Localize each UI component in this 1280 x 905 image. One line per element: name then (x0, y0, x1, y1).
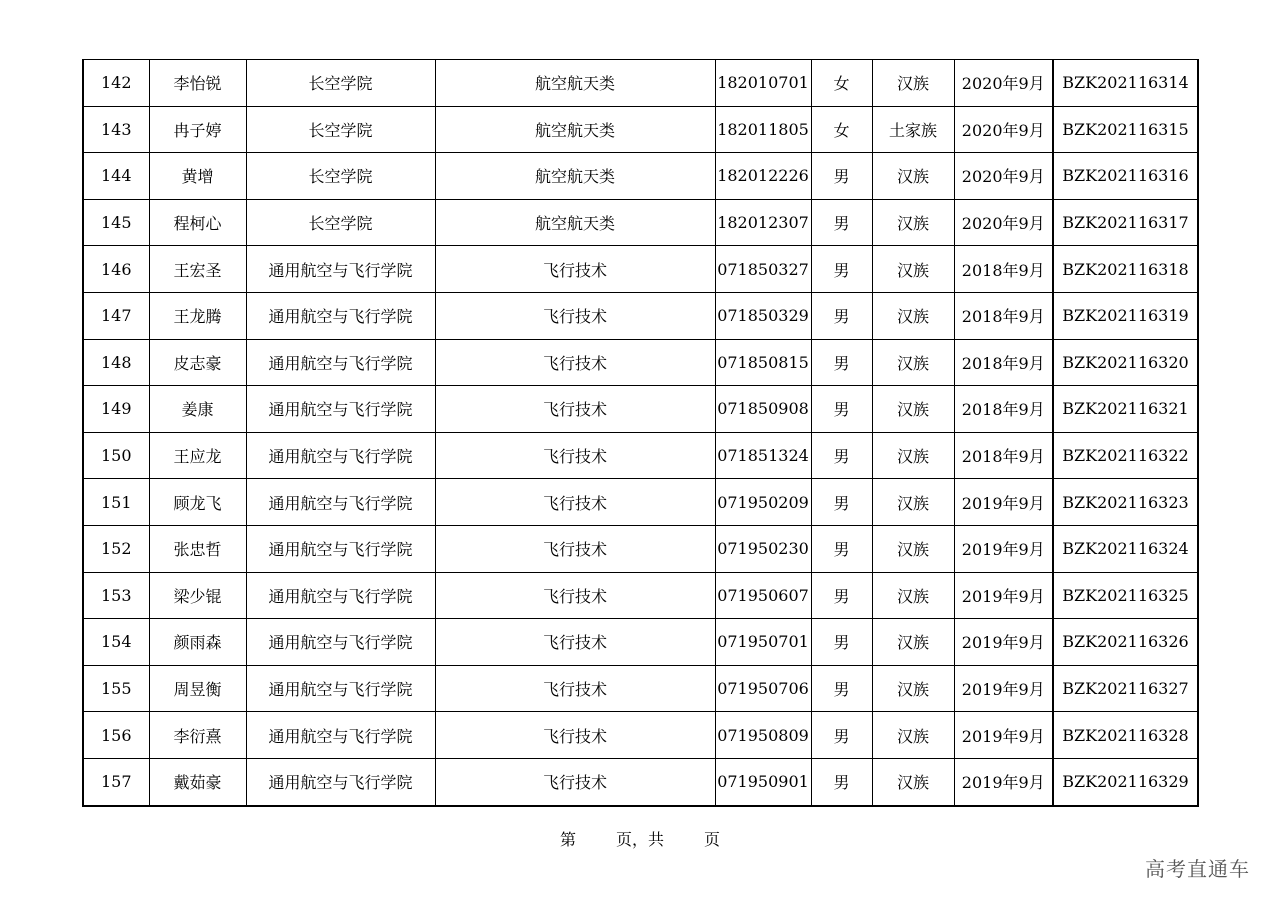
cell-college: 长空学院 (246, 60, 435, 107)
cell-name: 程柯心 (149, 199, 246, 246)
cell-major: 飞行技术 (435, 479, 715, 526)
cell-college: 通用航空与飞行学院 (246, 292, 435, 339)
cell-gender: 男 (811, 432, 872, 479)
cell-student-id: 071850329 (715, 292, 811, 339)
cell-major: 飞行技术 (435, 339, 715, 386)
cell-index: 146 (83, 246, 149, 293)
cell-name: 颜雨森 (149, 619, 246, 666)
cell-enroll-date: 2018年9月 (954, 246, 1053, 293)
roster-table (82, 59, 1199, 807)
cell-enroll-date: 2020年9月 (954, 199, 1053, 246)
cell-ethnicity: 汉族 (872, 619, 954, 666)
cell-name: 王宏圣 (149, 246, 246, 293)
cell-student-id: 071950809 (715, 712, 811, 759)
watermark-logo-text: 高考直通车 (1145, 857, 1250, 881)
cell-index: 147 (83, 292, 149, 339)
cell-index: 145 (83, 199, 149, 246)
cell-index: 144 (83, 153, 149, 200)
table-row (83, 525, 1198, 572)
cell-index: 148 (83, 339, 149, 386)
cell-ethnicity: 汉族 (872, 758, 954, 805)
cell-index: 153 (83, 572, 149, 619)
cell-student-id: 182011805 (715, 106, 811, 153)
table-row (83, 106, 1198, 153)
cell-college: 通用航空与飞行学院 (246, 479, 435, 526)
cell-student-id: 071950706 (715, 665, 811, 712)
cell-student-id: 071850815 (715, 339, 811, 386)
cell-enroll-date: 2019年9月 (954, 572, 1053, 619)
cell-student-id: 071950607 (715, 572, 811, 619)
cell-major: 飞行技术 (435, 432, 715, 479)
cell-ethnicity: 汉族 (872, 153, 954, 200)
cell-cert-number: BZK202116327 (1053, 665, 1198, 712)
cell-major: 航空航天类 (435, 199, 715, 246)
cell-ethnicity: 汉族 (872, 246, 954, 293)
cell-gender: 女 (811, 60, 872, 107)
table-row (83, 246, 1198, 293)
cell-ethnicity: 汉族 (872, 386, 954, 433)
cell-student-id: 071851324 (715, 432, 811, 479)
cell-major: 航空航天类 (435, 153, 715, 200)
table-row (83, 339, 1198, 386)
cell-college: 通用航空与飞行学院 (246, 712, 435, 759)
cell-major: 航空航天类 (435, 60, 715, 107)
cell-index: 156 (83, 712, 149, 759)
cell-cert-number: BZK202116320 (1053, 339, 1198, 386)
cell-cert-number: BZK202116317 (1053, 199, 1198, 246)
cell-cert-number: BZK202116329 (1053, 758, 1198, 805)
cell-cert-number: BZK202116325 (1053, 572, 1198, 619)
cell-ethnicity: 汉族 (872, 339, 954, 386)
cell-college: 长空学院 (246, 106, 435, 153)
table-row (83, 292, 1198, 339)
cell-index: 157 (83, 758, 149, 805)
table-row (83, 479, 1198, 526)
cell-index: 155 (83, 665, 149, 712)
cell-name: 周昱衡 (149, 665, 246, 712)
cell-student-id: 071950901 (715, 758, 811, 805)
cell-major: 航空航天类 (435, 106, 715, 153)
cell-enroll-date: 2020年9月 (954, 153, 1053, 200)
cell-index: 151 (83, 479, 149, 526)
cell-index: 154 (83, 619, 149, 666)
cell-gender: 男 (811, 479, 872, 526)
cell-gender: 男 (811, 665, 872, 712)
roster-sheet (82, 59, 1197, 807)
cell-cert-number: BZK202116315 (1053, 106, 1198, 153)
cell-enroll-date: 2019年9月 (954, 619, 1053, 666)
table-row (83, 572, 1198, 619)
cell-student-id: 071950701 (715, 619, 811, 666)
cell-name: 顾龙飞 (149, 479, 246, 526)
cell-student-id: 071850908 (715, 386, 811, 433)
cell-ethnicity: 汉族 (872, 479, 954, 526)
cell-index: 142 (83, 60, 149, 107)
cell-name: 张忠哲 (149, 525, 246, 572)
cell-cert-number: BZK202116319 (1053, 292, 1198, 339)
cell-student-id: 071950209 (715, 479, 811, 526)
cell-gender: 男 (811, 339, 872, 386)
cell-major: 飞行技术 (435, 758, 715, 805)
cell-student-id: 071850327 (715, 246, 811, 293)
cell-ethnicity: 汉族 (872, 712, 954, 759)
cell-college: 通用航空与飞行学院 (246, 386, 435, 433)
cell-cert-number: BZK202116321 (1053, 386, 1198, 433)
cell-enroll-date: 2020年9月 (954, 106, 1053, 153)
cell-major: 飞行技术 (435, 525, 715, 572)
cell-ethnicity: 土家族 (872, 106, 954, 153)
table-row (83, 758, 1198, 805)
cell-gender: 男 (811, 619, 872, 666)
footer-page-suffix: 页 (704, 830, 721, 849)
cell-college: 通用航空与飞行学院 (246, 432, 435, 479)
cell-enroll-date: 2019年9月 (954, 479, 1053, 526)
cell-name: 皮志豪 (149, 339, 246, 386)
footer-page-prefix: 第 (559, 830, 576, 849)
cell-gender: 男 (811, 153, 872, 200)
cell-gender: 男 (811, 246, 872, 293)
table-row (83, 386, 1198, 433)
cell-major: 飞行技术 (435, 712, 715, 759)
cell-major: 飞行技术 (435, 246, 715, 293)
cell-cert-number: BZK202116326 (1053, 619, 1198, 666)
cell-name: 梁少锟 (149, 572, 246, 619)
cell-gender: 男 (811, 525, 872, 572)
cell-major: 飞行技术 (435, 292, 715, 339)
cell-college: 通用航空与飞行学院 (246, 246, 435, 293)
cell-gender: 男 (811, 292, 872, 339)
table-row (83, 153, 1198, 200)
cell-enroll-date: 2018年9月 (954, 432, 1053, 479)
table-row (83, 432, 1198, 479)
cell-major: 飞行技术 (435, 619, 715, 666)
cell-college: 通用航空与飞行学院 (246, 665, 435, 712)
cell-cert-number: BZK202116323 (1053, 479, 1198, 526)
cell-college: 通用航空与飞行学院 (246, 619, 435, 666)
cell-name: 黄增 (149, 153, 246, 200)
cell-index: 143 (83, 106, 149, 153)
cell-cert-number: BZK202116322 (1053, 432, 1198, 479)
cell-college: 通用航空与飞行学院 (246, 758, 435, 805)
cell-name: 李怡锐 (149, 60, 246, 107)
footer-page-middle: 页，共 (615, 830, 664, 849)
cell-enroll-date: 2018年9月 (954, 339, 1053, 386)
table-row (83, 60, 1198, 107)
cell-gender: 男 (811, 572, 872, 619)
cell-ethnicity: 汉族 (872, 199, 954, 246)
cell-college: 通用航空与飞行学院 (246, 339, 435, 386)
cell-enroll-date: 2018年9月 (954, 292, 1053, 339)
cell-enroll-date: 2019年9月 (954, 525, 1053, 572)
cell-cert-number: BZK202116324 (1053, 525, 1198, 572)
cell-cert-number: BZK202116314 (1053, 60, 1198, 107)
table-row (83, 712, 1198, 759)
cell-cert-number: BZK202116318 (1053, 246, 1198, 293)
cell-enroll-date: 2020年9月 (954, 60, 1053, 107)
cell-major: 飞行技术 (435, 572, 715, 619)
cell-ethnicity: 汉族 (872, 665, 954, 712)
cell-enroll-date: 2019年9月 (954, 665, 1053, 712)
cell-enroll-date: 2018年9月 (954, 386, 1053, 433)
cell-name: 王应龙 (149, 432, 246, 479)
cell-gender: 男 (811, 758, 872, 805)
cell-college: 长空学院 (246, 199, 435, 246)
cell-enroll-date: 2019年9月 (954, 712, 1053, 759)
cell-student-id: 182012307 (715, 199, 811, 246)
cell-name: 李衍熹 (149, 712, 246, 759)
cell-major: 飞行技术 (435, 665, 715, 712)
cell-gender: 男 (811, 712, 872, 759)
cell-name: 王龙腾 (149, 292, 246, 339)
cell-index: 150 (83, 432, 149, 479)
cell-index: 152 (83, 525, 149, 572)
cell-ethnicity: 汉族 (872, 60, 954, 107)
cell-name: 戴茹豪 (149, 758, 246, 805)
cell-student-id: 071950230 (715, 525, 811, 572)
cell-ethnicity: 汉族 (872, 572, 954, 619)
table-row (83, 199, 1198, 246)
cell-student-id: 182010701 (715, 60, 811, 107)
cell-gender: 女 (811, 106, 872, 153)
cell-ethnicity: 汉族 (872, 525, 954, 572)
cell-student-id: 182012226 (715, 153, 811, 200)
cell-college: 长空学院 (246, 153, 435, 200)
cell-major: 飞行技术 (435, 386, 715, 433)
cell-ethnicity: 汉族 (872, 292, 954, 339)
cell-gender: 男 (811, 199, 872, 246)
page-footer (0, 827, 1280, 850)
cell-cert-number: BZK202116316 (1053, 153, 1198, 200)
cell-cert-number: BZK202116328 (1053, 712, 1198, 759)
table-row (83, 619, 1198, 666)
table-row (83, 665, 1198, 712)
cell-name: 冉子婷 (149, 106, 246, 153)
cell-college: 通用航空与飞行学院 (246, 572, 435, 619)
cell-enroll-date: 2019年9月 (954, 758, 1053, 805)
cell-index: 149 (83, 386, 149, 433)
cell-name: 姜康 (149, 386, 246, 433)
cell-ethnicity: 汉族 (872, 432, 954, 479)
cell-gender: 男 (811, 386, 872, 433)
cell-college: 通用航空与飞行学院 (246, 525, 435, 572)
